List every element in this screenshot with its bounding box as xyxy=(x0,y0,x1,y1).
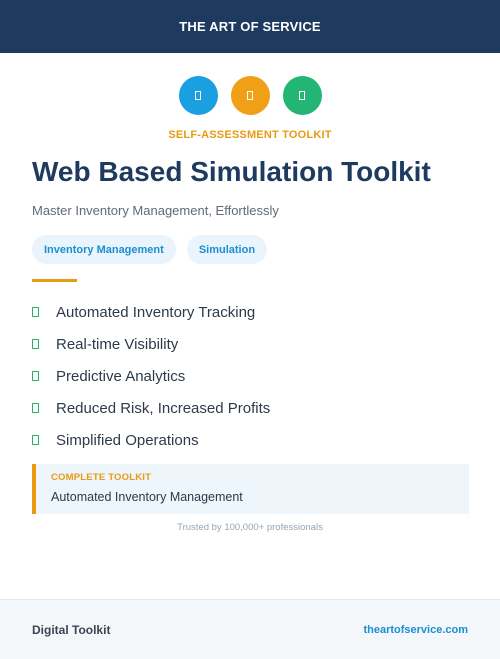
tag-simulation: Simulation xyxy=(187,235,267,264)
check-icon xyxy=(32,339,39,349)
feature-label: Real-time Visibility xyxy=(56,335,179,353)
green-badge-icon xyxy=(283,76,322,115)
list-item xyxy=(32,392,270,424)
page-subtitle: Master Inventory Management, Effortlessly xyxy=(32,203,279,218)
icon-row xyxy=(0,76,500,115)
check-icon xyxy=(32,371,39,381)
brand-title: THE ART OF SERVICE xyxy=(179,19,321,34)
page-title: Web Based Simulation Toolkit xyxy=(32,156,431,187)
check-icon xyxy=(32,307,39,317)
trust-note: Trusted by 100,000+ professionals xyxy=(177,522,323,533)
footer-label: Digital Toolkit xyxy=(32,622,111,637)
feature-label: Predictive Analytics xyxy=(56,367,186,385)
check-icon xyxy=(32,435,39,445)
website-link[interactable]: theartofservice.com xyxy=(363,623,468,636)
footer-bar xyxy=(0,599,500,659)
feature-list xyxy=(32,296,270,456)
tag-list xyxy=(32,235,267,264)
orange-badge-icon xyxy=(231,76,270,115)
feature-label: Automated Inventory Tracking xyxy=(56,303,256,321)
eyebrow-label: SELF-ASSESSMENT TOOLKIT xyxy=(168,129,332,141)
check-icon xyxy=(32,403,39,413)
list-item xyxy=(32,328,270,360)
blue-badge-icon xyxy=(179,76,218,115)
header-bar xyxy=(0,0,500,53)
list-item xyxy=(32,424,270,456)
feature-label: Simplified Operations xyxy=(56,431,199,449)
toolkit-callout xyxy=(32,464,469,514)
list-item xyxy=(32,360,270,392)
list-item xyxy=(32,296,270,328)
callout-label: COMPLETE TOOLKIT xyxy=(51,472,152,483)
callout-text: Automated Inventory Management xyxy=(51,490,243,504)
accent-divider xyxy=(32,279,77,282)
feature-label: Reduced Risk, Increased Profits xyxy=(56,399,271,417)
tag-inventory-management: Inventory Management xyxy=(32,235,176,264)
